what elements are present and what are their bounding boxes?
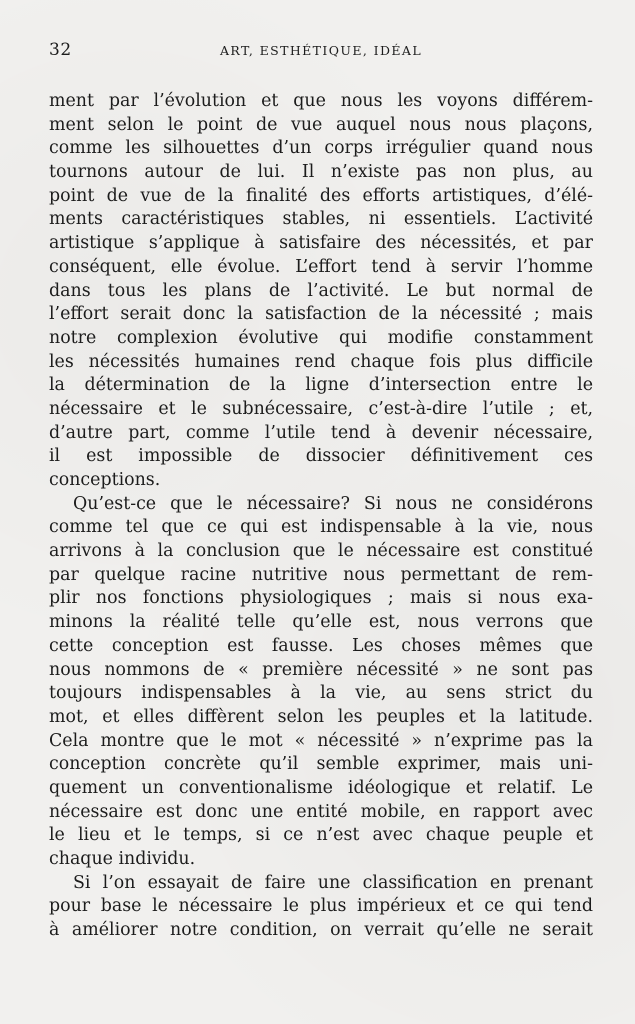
text-line: Si l’on essayait de faire une classification en prenant <box>73 872 593 893</box>
text-line: il est impossible de dissocier définitivement ces <box>49 446 593 467</box>
text-line: cette conception est fausse. Les choses mêmes que <box>49 635 593 656</box>
text-line: arrivons à la conclusion que le nécessaire est constitué <box>49 541 593 562</box>
text-line: plir nos fonctions physiologiques ; mais si nous exa- <box>49 588 593 609</box>
text-line: quement un conventionalisme idéologique et relatif. Le <box>49 777 593 798</box>
text-line: artistique s’applique à satisfaire des nécessités, et par <box>49 233 593 254</box>
text-line: toujours indispensables à la vie, au sens strict du <box>49 683 593 704</box>
running-title: ART, ESTHÉTIQUE, IDÉAL <box>219 43 423 58</box>
text-line: conceptions. <box>49 470 161 490</box>
text-line: chaque individu. <box>49 849 196 869</box>
text-line: à améliorer notre condition, on verrait qu’elle ne serait <box>49 920 593 941</box>
body-text <box>49 90 593 943</box>
text-line: Qu’est-ce que le nécessaire? Si nous ne considérons <box>73 493 593 514</box>
text-line: le lieu et le temps, si ce n’est avec chaque peuple et <box>49 825 593 846</box>
text-line: tournons autour de lui. Il n’existe pas non plus, au <box>49 162 593 183</box>
text-line: l’effort serait donc la satisfaction de la nécessité ; mais <box>49 304 593 325</box>
text-line: nécessaire est donc une entité mobile, en rapport avec <box>49 801 593 822</box>
text-line: minons la réalité telle qu’elle est, nous verrons que <box>49 612 593 633</box>
text-line: nécessaire et le subnécessaire, c’est-à-dire l’utile ; et, <box>49 398 593 419</box>
text-line: mot, et elles diffèrent selon les peuples et la latitude. <box>49 706 593 727</box>
text-line: conception concrète qu’il semble exprimer, mais uni- <box>49 754 593 775</box>
page-number: 32 <box>49 40 72 60</box>
text-line: par quelque racine nutritive nous permettant de rem- <box>49 564 593 585</box>
text-line: d’autre part, comme l’utile tend à devenir nécessaire, <box>49 422 593 443</box>
text-line: point de vue de la finalité des efforts artistiques, d’élé- <box>49 185 593 206</box>
text-line: dans tous les plans de l’activité. Le but normal de <box>49 280 593 301</box>
text-line: ment par l’évolution et que nous les voyons différem- <box>49 91 593 111</box>
text-line: notre complexion évolutive qui modifie constamment <box>49 327 593 348</box>
text-line: la détermination de la ligne d’intersection entre le <box>49 375 593 396</box>
text-line: ment selon le point de vue auquel nous nous plaçons, <box>49 114 593 135</box>
text-line: comme les silhouettes d’un corps irrégulier quand nous <box>49 138 593 159</box>
text-line: les nécessités humaines rend chaque fois plus difficile <box>49 351 593 372</box>
text-line: ments caractéristiques stables, ni essentiels. L’activité <box>49 209 593 230</box>
text-line: comme tel que ce qui est indispensable à la vie, nous <box>49 517 593 538</box>
text-line: conséquent, elle évolue. L’effort tend à servir l’homme <box>49 256 593 277</box>
text-line: Cela montre que le mot « nécessité » n’exprime pas la <box>49 730 593 751</box>
text-line: nous nommons de « première nécessité » ne sont pas <box>49 659 593 680</box>
text-line: pour base le nécessaire le plus impérieux et ce qui tend <box>49 896 593 917</box>
page-header <box>49 40 593 66</box>
